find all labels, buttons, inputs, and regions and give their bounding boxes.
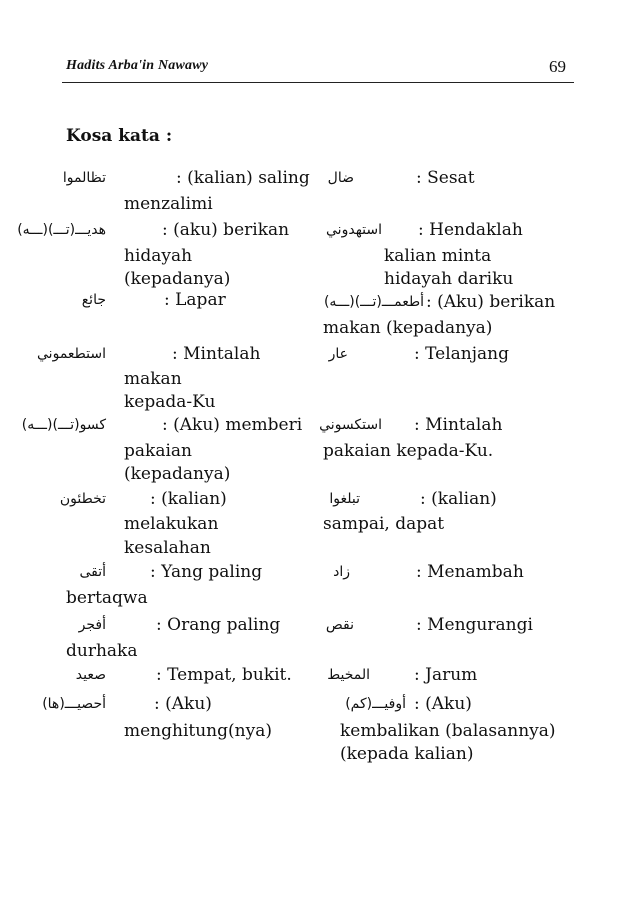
- vocab-def-left-2-line-1: : (aku) berikan: [162, 220, 290, 240]
- vocab-def-left-2-line-2: hidayah: [124, 246, 193, 266]
- vocab-def-left-5-line-3: (kepadanya): [124, 464, 231, 484]
- vocab-def-right-3-line-2: makan (kepadanya): [323, 318, 493, 338]
- vocab-def-left-4-line-1: : Mintalah: [172, 344, 261, 364]
- vocab-arabic-left-10: أحصيـــ(ها): [42, 696, 106, 712]
- vocab-def-left-8-line-2: durhaka: [66, 641, 138, 661]
- vocab-arabic-left-8: أفجر: [78, 617, 106, 633]
- vocab-arabic-left-1: تظالموا: [62, 170, 106, 186]
- vocab-arabic-right-4: عار: [328, 346, 348, 362]
- vocab-def-left-6-line-2: melakukan: [124, 514, 219, 534]
- page-number: 69: [549, 57, 566, 76]
- vocab-arabic-right-5: استكسوني: [319, 417, 382, 433]
- vocab-def-right-1-line-1: : Sesat: [416, 168, 475, 188]
- vocab-def-left-6-line-1: : (kalian): [150, 489, 227, 509]
- vocab-arabic-right-7: زاد: [333, 564, 350, 580]
- vocab-arabic-right-1: ضال: [327, 170, 354, 186]
- vocab-arabic-right-3: أطعمـــ(تـــ)(ـــه): [323, 294, 424, 310]
- page-header: [62, 56, 574, 83]
- section-heading: Kosa kata :: [66, 126, 173, 146]
- vocab-arabic-right-2: استهدوني: [326, 222, 382, 238]
- vocab-arabic-right-10: أوفيـــ(كم): [345, 696, 406, 712]
- vocab-arabic-left-7: أتقى: [79, 564, 106, 580]
- vocab-def-left-1-line-1: : (kalian) saling: [176, 168, 310, 188]
- vocab-def-right-10-line-3: (kepada kalian): [340, 744, 474, 764]
- vocab-def-right-5-line-2: pakaian kepada-Ku.: [323, 441, 494, 461]
- vocab-def-right-10-line-1: : (Aku): [414, 694, 472, 714]
- vocab-def-right-8-line-1: : Mengurangi: [416, 615, 533, 635]
- vocab-def-right-7-line-1: : Menambah: [416, 562, 524, 582]
- vocab-def-left-10-line-2: menghitung(nya): [124, 721, 272, 741]
- vocab-arabic-left-3: جائع: [81, 292, 106, 308]
- vocab-def-right-6-line-1: : (kalian): [420, 489, 497, 509]
- vocab-def-right-5-line-1: : Mintalah: [414, 415, 503, 435]
- vocab-def-left-10-line-1: : (Aku): [154, 694, 212, 714]
- vocab-def-left-4-line-3: kepada-Ku: [124, 392, 216, 412]
- vocab-arabic-left-9: صعيد: [75, 667, 106, 683]
- vocab-def-left-1-line-2: menzalimi: [124, 194, 213, 214]
- vocab-def-left-5-line-2: pakaian: [124, 441, 192, 461]
- vocab-def-right-2-line-2: kalian minta: [384, 246, 492, 266]
- vocab-arabic-right-8: نقص: [325, 617, 354, 633]
- vocab-arabic-right-9: المخيط: [327, 667, 370, 683]
- vocab-def-right-4-line-1: : Telanjang: [414, 344, 509, 364]
- vocab-def-right-2-line-3: hidayah dariku: [384, 269, 514, 289]
- vocab-def-left-7-line-2: bertaqwa: [66, 588, 148, 608]
- vocab-def-left-3-line-1: : Lapar: [164, 290, 226, 310]
- vocab-def-left-2-line-3: (kepadanya): [124, 269, 231, 289]
- vocab-arabic-left-5: كسو(تـــ)(ـــه): [21, 417, 106, 433]
- vocab-def-left-7-line-1: : Yang paling: [150, 562, 263, 582]
- vocab-def-right-2-line-1: : Hendaklah: [418, 220, 523, 240]
- vocab-def-left-6-line-3: kesalahan: [124, 538, 211, 558]
- vocab-def-right-3-line-1: : (Aku) berikan: [426, 292, 556, 312]
- running-title: Hadits Arba'in Nawawy: [66, 58, 209, 73]
- vocab-def-left-8-line-1: : Orang paling: [156, 615, 281, 635]
- vocab-arabic-left-4: استطعموني: [37, 346, 106, 362]
- vocab-def-left-9-line-1: : Tempat, bukit.: [156, 665, 292, 685]
- vocab-def-right-6-line-2: sampai, dapat: [323, 514, 445, 534]
- vocab-def-right-9-line-1: : Jarum: [414, 665, 478, 685]
- vocab-arabic-left-6: تخطئون: [59, 491, 106, 507]
- vocab-def-left-4-line-2: makan: [124, 369, 182, 389]
- vocab-arabic-right-6: تبلغوا: [329, 491, 360, 507]
- vocab-def-right-10-line-2: kembalikan (balasannya): [340, 721, 556, 741]
- vocab-def-left-5-line-1: : (Aku) memberi: [162, 415, 303, 435]
- vocab-arabic-left-2: هديـــ(تـــ)(ـــه): [17, 222, 106, 238]
